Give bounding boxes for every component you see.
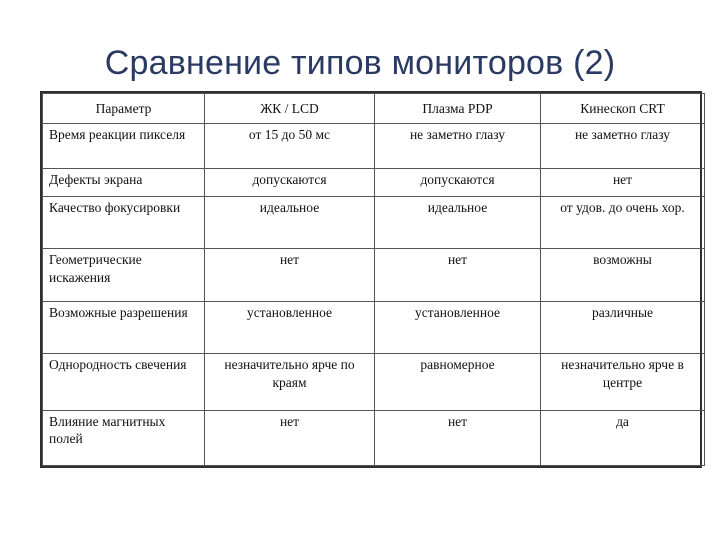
cell-pdp: не заметно глазу (375, 124, 541, 168)
table-row (43, 196, 705, 248)
cell-crt: не заметно глазу (541, 124, 705, 168)
row-parameter: Время реакции пикселя (43, 124, 205, 168)
cell-pdp: нет (375, 410, 541, 465)
row-parameter: Дефекты экрана (43, 168, 205, 196)
cell-crt: возможны (541, 249, 705, 301)
cell-crt: да (541, 410, 705, 465)
table-row (43, 249, 705, 301)
header-lcd: ЖК / LCD (205, 94, 375, 124)
cell-pdp: нет (375, 249, 541, 301)
table-row (43, 168, 705, 196)
row-parameter: Влияние магнитных полей (43, 410, 205, 465)
row-parameter: Однородность свечения (43, 354, 205, 410)
table-row (43, 124, 705, 168)
cell-crt: от удов. до очень хор. (541, 196, 705, 248)
comparison-table-frame (40, 91, 702, 468)
header-crt: Кинескоп CRT (541, 94, 705, 124)
row-parameter: Возможные разрешения (43, 301, 205, 353)
header-pdp: Плазма PDP (375, 94, 541, 124)
cell-crt: различные (541, 301, 705, 353)
table-row (43, 354, 705, 410)
cell-lcd: идеальное (205, 196, 375, 248)
cell-crt: незначительно ярче в центре (541, 354, 705, 410)
cell-lcd: нет (205, 249, 375, 301)
comparison-table (42, 93, 705, 466)
cell-pdp: допускаются (375, 168, 541, 196)
table-row (43, 410, 705, 465)
slide-title: Сравнение типов мониторов (2) (104, 44, 616, 82)
row-parameter: Качество фокусировки (43, 196, 205, 248)
row-parameter: Геометрические искажения (43, 249, 205, 301)
cell-pdp: идеальное (375, 196, 541, 248)
header-parameter: Параметр (43, 94, 205, 124)
cell-pdp: равномерное (375, 354, 541, 410)
cell-lcd: от 15 до 50 мс (205, 124, 375, 168)
table-header-row (43, 94, 705, 124)
cell-lcd: незначительно ярче по краям (205, 354, 375, 410)
cell-pdp: установленное (375, 301, 541, 353)
cell-crt: нет (541, 168, 705, 196)
cell-lcd: установленное (205, 301, 375, 353)
cell-lcd: нет (205, 410, 375, 465)
table-row (43, 301, 705, 353)
cell-lcd: допускаются (205, 168, 375, 196)
